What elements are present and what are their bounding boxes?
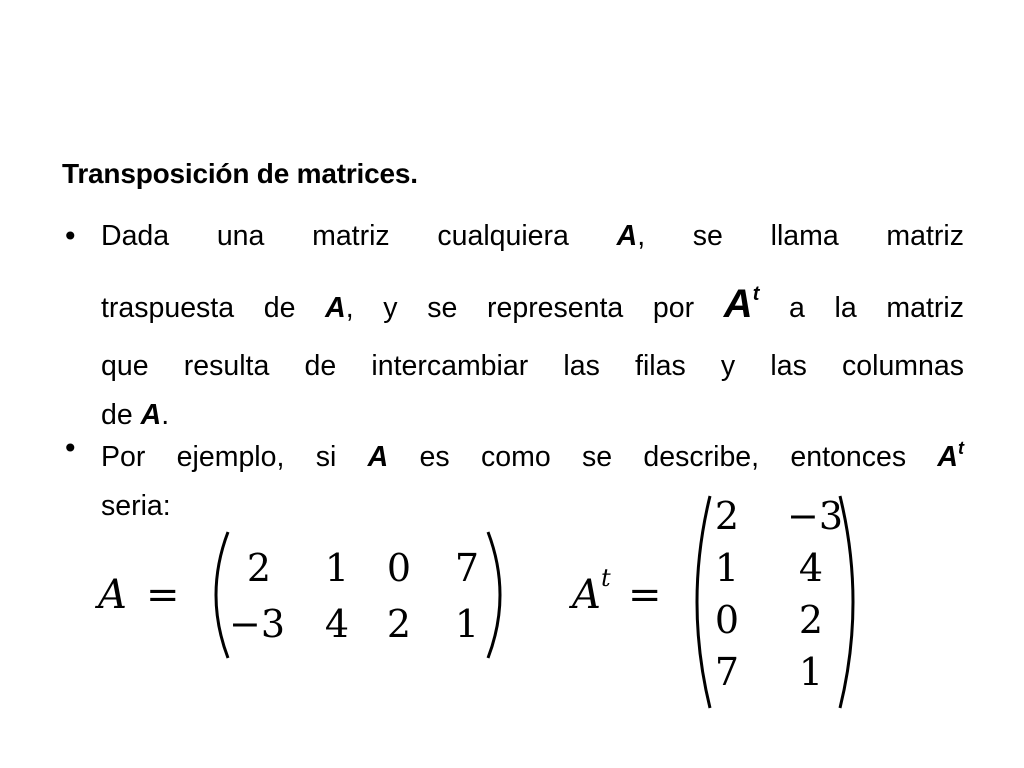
matrix-cell: 0: [714, 598, 740, 642]
slide-heading: Transposición de matrices.: [62, 158, 418, 189]
text-run: traspuesta de: [101, 292, 326, 324]
definition-text: [101, 212, 964, 440]
matrix-a-equation: [98, 528, 518, 658]
matrix-cell: 1: [798, 650, 824, 694]
matrix-symbol: A: [325, 292, 346, 324]
transpose-superscript: t: [752, 283, 760, 305]
matrix-symbol: A: [616, 220, 638, 252]
definition-line: [101, 261, 964, 342]
matrix-cell: 2: [246, 546, 272, 590]
matrix-cell: −3: [228, 602, 286, 646]
matrix-a-label: A: [98, 572, 127, 618]
matrix-cell: 7: [454, 546, 480, 590]
example-line: seria:: [101, 490, 171, 522]
text-run: es como se describe, entonces: [388, 441, 938, 473]
matrix-cell: 1: [714, 546, 740, 590]
matrix-cell: 2: [386, 602, 412, 646]
text-run: de: [101, 399, 141, 431]
bullet-marker: •: [62, 432, 79, 465]
bullet-marker: •: [62, 220, 79, 253]
matrix-cell: 2: [798, 598, 824, 642]
text-run: Dada una matriz cualquiera: [101, 220, 617, 252]
definition-line: [101, 212, 964, 261]
matrix-cell: 1: [454, 602, 480, 646]
matrix-symbol: A: [367, 441, 389, 473]
matrix-at-equation: [570, 490, 880, 710]
definition-line: que resulta de intercambiar las filas y las columnas: [101, 350, 964, 382]
transpose-superscript: t: [958, 438, 964, 458]
right-paren-icon: [486, 530, 514, 660]
matrix-cell: 7: [714, 650, 740, 694]
matrix-cell: 2: [714, 494, 740, 538]
transpose-symbol: A: [723, 282, 753, 326]
matrix-cell: 1: [324, 546, 350, 590]
text-run: .: [161, 399, 170, 431]
right-paren-icon: [838, 494, 868, 710]
matrix-symbol: A: [140, 399, 162, 431]
matrix-cell: −3: [786, 494, 844, 538]
text-run: , se llama matriz: [637, 220, 964, 252]
equals-sign: =: [146, 572, 180, 618]
text-run: , y se representa por: [345, 292, 724, 324]
text-run: a la matriz: [759, 292, 964, 324]
equals-sign: =: [628, 572, 662, 618]
example-line: [101, 424, 964, 482]
matrix-cell: 0: [386, 546, 412, 590]
matrix-cell: 4: [324, 602, 350, 646]
matrix-at-superscript: t: [601, 564, 611, 592]
text-run: Por ejemplo, si: [101, 441, 368, 473]
bullet-definition: [62, 212, 964, 440]
matrix-cell: 4: [798, 546, 824, 590]
matrix-at-label: A: [572, 572, 601, 618]
transpose-symbol: A: [937, 441, 958, 473]
